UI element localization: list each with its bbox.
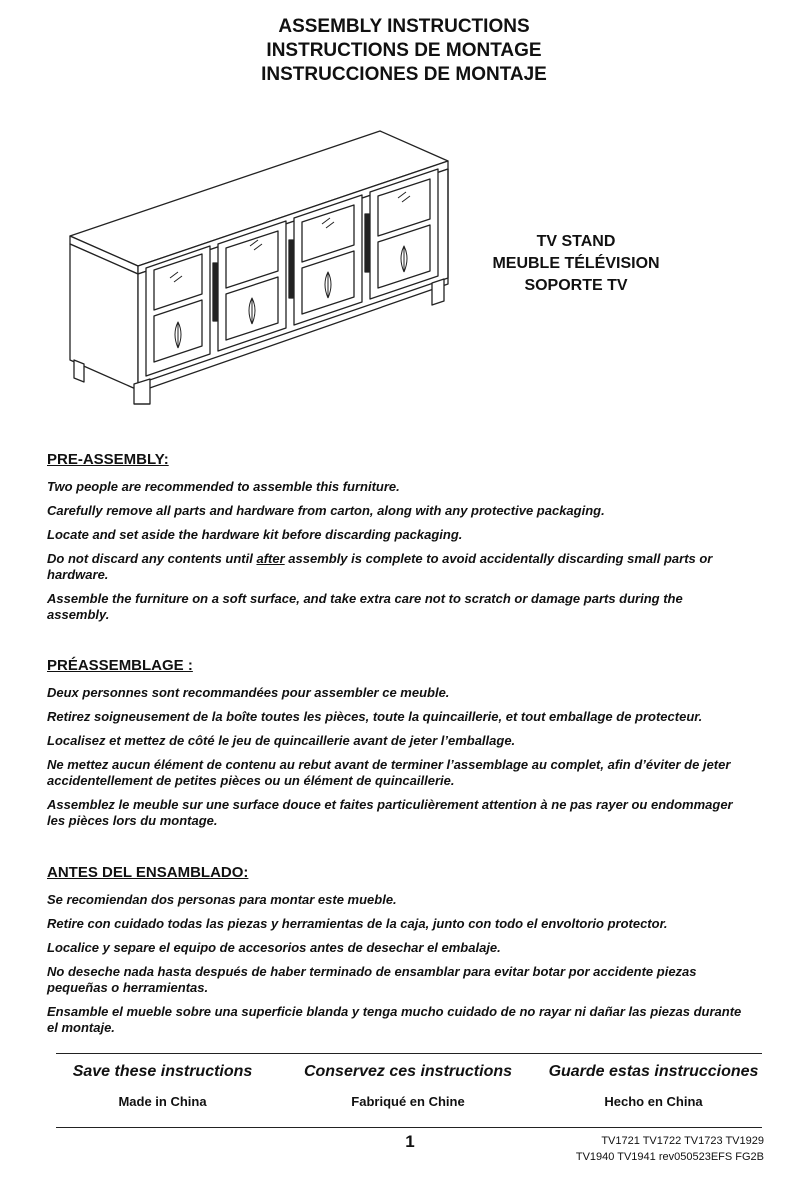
instruction: Assemble the furniture on a soft surface, and take extra care not to scratch or damage parts during the assembly.	[47, 591, 683, 622]
instruction: Assemblez le meuble sur une surface douce et faites particulièrement attention à ne pas rayer ou endommager les pièces lors du montage.	[47, 797, 733, 828]
tv-stand-illustration	[60, 128, 460, 410]
instruction: Ne mettez aucun élément de contenu au rebut avant de terminer l’assemblage au complet, afin d’éviter de jeter accidentellement de petites pièces ou un élément de quincaillerie.	[47, 757, 731, 788]
model-numbers-line1: TV1721 TV1722 TV1723 TV1929	[601, 1135, 764, 1147]
instruction-part: Do not discard any contents until	[47, 551, 257, 566]
footer-col-fr	[286, 1062, 531, 1110]
section-heading: ANTES DEL ENSAMBLADO:	[47, 864, 249, 881]
section-preassemblage	[47, 657, 747, 837]
section-pre-assembly	[47, 451, 747, 631]
made-in-en: Made in China	[118, 1094, 207, 1109]
product-name-fr: MEUBLE TÉLÉVISION	[492, 255, 660, 272]
instruction: Retirez soigneusement de la boîte toutes les pièces, toute la quincaillerie, et tout emballage de protecteur.	[47, 709, 703, 724]
emphasis-after: after	[256, 551, 285, 566]
footer-col-es	[531, 1062, 776, 1110]
title-fr: INSTRUCTIONS DE MONTAGE	[266, 40, 542, 61]
page-number: 1	[405, 1132, 415, 1151]
footer-col-en	[40, 1062, 285, 1110]
product-name-en: TV STAND	[536, 233, 616, 250]
section-antes-del-ensamblado	[47, 864, 747, 1044]
made-in-fr: Fabriqué en Chine	[351, 1094, 465, 1109]
instruction: Retire con cuidado todas las piezas y herramientas de la caja, junto con todo el envoltorio protector.	[47, 916, 668, 931]
product-name	[460, 231, 692, 297]
section-heading: PRE-ASSEMBLY:	[47, 451, 169, 468]
instruction: Locate and set aside the hardware kit before discarding packaging.	[47, 527, 463, 542]
instruction: Localice y separe el equipo de accesorios antes de desechar el embalaje.	[47, 940, 501, 955]
instruction: Deux personnes sont recommandées pour assembler ce meuble.	[47, 685, 450, 700]
instruction: No deseche nada hasta después de haber terminado de ensamblar para evitar botar por accidente piezas pequeñas o herramientas.	[47, 964, 697, 995]
save-instructions-fr: Conservez ces instructions	[303, 1063, 513, 1080]
divider-top	[56, 1053, 762, 1054]
made-in-es: Hecho en China	[604, 1094, 703, 1109]
title-es: INSTRUCCIONES DE MONTAJE	[261, 64, 547, 85]
instruction: Localisez et mettez de côté le jeu de quincaillerie avant de jeter l’emballage.	[47, 733, 516, 748]
save-instructions-en: Save these instructions	[72, 1063, 253, 1080]
instruction-part: assembly is complete to avoid accidentally discarding small parts or hardware.	[47, 551, 713, 582]
document-titles	[0, 15, 808, 87]
product-name-es: SOPORTE TV	[524, 277, 628, 294]
title-en: ASSEMBLY INSTRUCTIONS	[278, 16, 530, 37]
model-numbers-line2: TV1940 TV1941 rev050523EFS FG2B	[575, 1151, 764, 1163]
instruction: Two people are recommended to assemble this furniture.	[47, 479, 400, 494]
save-instructions-es: Guarde estas instrucciones	[548, 1063, 759, 1080]
model-numbers	[576, 1133, 764, 1165]
instruction: Carefully remove all parts and hardware from carton, along with any protective packaging.	[47, 503, 605, 518]
section-heading: PRÉASSEMBLAGE :	[47, 657, 193, 674]
divider-bottom	[56, 1127, 762, 1128]
footer-save-row	[40, 1062, 776, 1110]
instruction: Ensamble el mueble sobre una superficie blanda y tenga mucho cuidado de no rayar ni dañar las piezas durante el montaje.	[47, 1004, 742, 1035]
instruction: Se recomiendan dos personas para montar este mueble.	[47, 892, 397, 907]
instruction	[47, 551, 747, 583]
